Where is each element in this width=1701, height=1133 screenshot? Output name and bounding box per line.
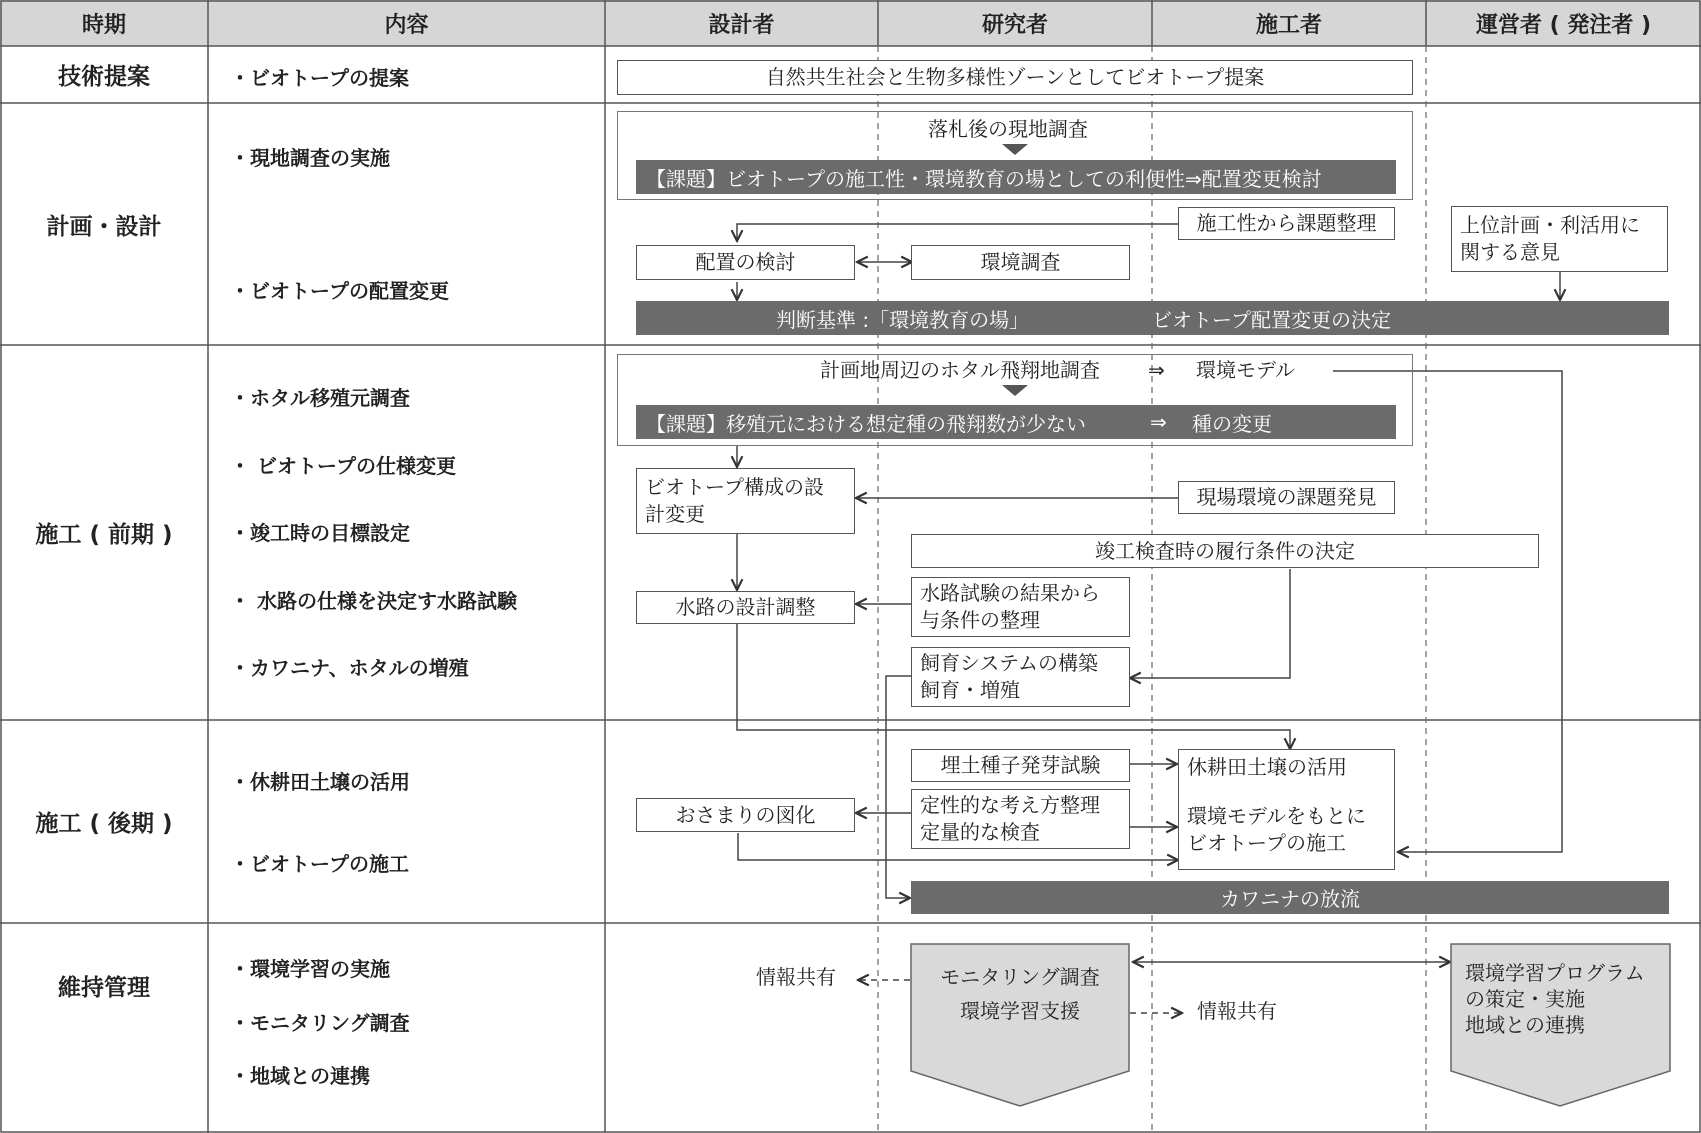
upper-plan-box <box>1451 206 1668 272</box>
waterway-result-box <box>911 577 1130 637</box>
content-item: ・ホタル移殖元調査 <box>230 386 410 410</box>
program-line: の策定・実施 <box>1465 987 1585 1011</box>
content-item: ・ビオトープの配置変更 <box>230 279 449 303</box>
site-issue-box: 現場環境の課題発見 <box>1178 481 1395 514</box>
header-content: 内容 <box>384 12 429 38</box>
phase-maintenance: 維持管理 <box>58 975 150 1001</box>
fallow-soil-label: 休耕田土壌の活用 <box>1187 755 1347 779</box>
upper-plan-line: 上位計画・利活用に <box>1460 213 1640 237</box>
constructor-late-box <box>1178 749 1395 870</box>
env-model-build-line: ビオトープの施工 <box>1187 831 1346 855</box>
drawing-box: おさまりの図化 <box>636 798 855 832</box>
waterway-result-line: 与条件の整理 <box>920 608 1040 632</box>
arrow-symbol: ⇒ <box>1148 358 1165 382</box>
qualitative-line: 定量的な検査 <box>920 820 1040 844</box>
decision-bar <box>636 301 1669 335</box>
program-line: 地域との連携 <box>1465 1013 1585 1037</box>
breeding-line: 飼育・増殖 <box>920 678 1020 702</box>
phase-construction-late: 施工 ( 後期 ) <box>35 811 173 837</box>
content-item: ・ビオトープの施工 <box>230 852 409 876</box>
proposal-box: 自然共生社会と生物多様性ゾーンとしてビオトープ提案 <box>617 60 1413 95</box>
monitoring-line: モニタリング調査 <box>940 965 1100 989</box>
content-item: ・竣工時の目標設定 <box>230 521 410 545</box>
spacer <box>1187 781 1386 803</box>
content-item: ・休耕田土壌の活用 <box>230 770 410 794</box>
release-bar: カワニナの放流 <box>911 881 1669 914</box>
environment-model-label: 環境モデル <box>1196 358 1295 382</box>
waterway-result-line: 水路試験の結果から <box>920 581 1100 605</box>
biotope-change-line: 計変更 <box>645 502 705 526</box>
qualitative-box <box>911 789 1130 849</box>
monitoring-line: 環境学習支援 <box>960 999 1080 1023</box>
waterway-adjust-box: 水路の設計調整 <box>636 591 855 624</box>
header-constructor: 施工者 <box>1255 12 1322 38</box>
monitoring-text <box>911 960 1129 1028</box>
content-item: ・ ビオトープの仕様変更 <box>230 454 456 478</box>
program-line: 環境学習プログラム <box>1465 961 1645 985</box>
site-survey-label: 落札後の現地調査 <box>928 117 1088 141</box>
seed-test-box: 埋土種子発芽試験 <box>911 749 1130 782</box>
content-item: ・ビオトープの提案 <box>230 66 409 90</box>
breeding-line: 飼育システムの構築 <box>920 651 1098 675</box>
header-designer: 設計者 <box>708 12 775 38</box>
breeding-system-box <box>911 647 1130 707</box>
env-model-build-line: 環境モデルをもとに <box>1187 804 1366 828</box>
environment-survey-box: 環境調査 <box>911 245 1130 280</box>
completion-condition-box: 竣工検査時の履行条件の決定 <box>911 534 1539 568</box>
content-item: ・ 水路の仕様を決定す水路試験 <box>230 589 517 613</box>
phase-proposal: 技術提案 <box>58 64 150 90</box>
biotope-change-box <box>636 468 855 534</box>
constructability-box: 施工性から課題整理 <box>1178 207 1395 240</box>
upper-plan-line: 関する意見 <box>1460 240 1560 264</box>
content-item: ・環境学習の実施 <box>230 957 390 981</box>
issue-2-text: 【課題】移殖元における想定種の飛翔数が少ない <box>646 411 1086 436</box>
decision-result: ビオトープ配置変更の決定 <box>1152 307 1391 332</box>
header-researcher: 研究者 <box>981 12 1048 38</box>
species-change: 種の変更 <box>1192 411 1272 436</box>
issue-bar-1: 【課題】ビオトープの施工性・環境教育の場としての利便性⇒配置変更検討 <box>636 160 1396 194</box>
qualitative-line: 定性的な考え方整理 <box>920 793 1100 817</box>
firefly-survey-label: 計画地周辺のホタル飛翔地調査 <box>820 358 1100 382</box>
issue-bar-2 <box>636 405 1396 439</box>
phase-construction-early: 施工 ( 前期 ) <box>35 522 173 548</box>
arrow-symbol: ⇒ <box>1150 410 1167 434</box>
layout-review-box: 配置の検討 <box>636 245 855 280</box>
info-share-right: 情報共有 <box>1197 999 1277 1023</box>
content-item: ・現地調査の実施 <box>230 146 390 170</box>
content-item: ・モニタリング調査 <box>230 1011 410 1035</box>
header-period: 時期 <box>81 12 126 38</box>
info-share-left: 情報共有 <box>756 965 836 989</box>
content-item: ・カワニナ、ホタルの増殖 <box>230 656 469 680</box>
biotope-change-line: ビオトープ構成の設 <box>645 475 824 499</box>
content-item: ・地域との連携 <box>230 1064 370 1088</box>
program-text <box>1465 960 1645 1038</box>
decision-criteria: 判断基準 :「環境教育の場」 <box>776 307 1030 332</box>
phase-planning: 計画・設計 <box>46 213 162 240</box>
header-operator: 運営者 ( 発注者 ) <box>1475 12 1652 38</box>
